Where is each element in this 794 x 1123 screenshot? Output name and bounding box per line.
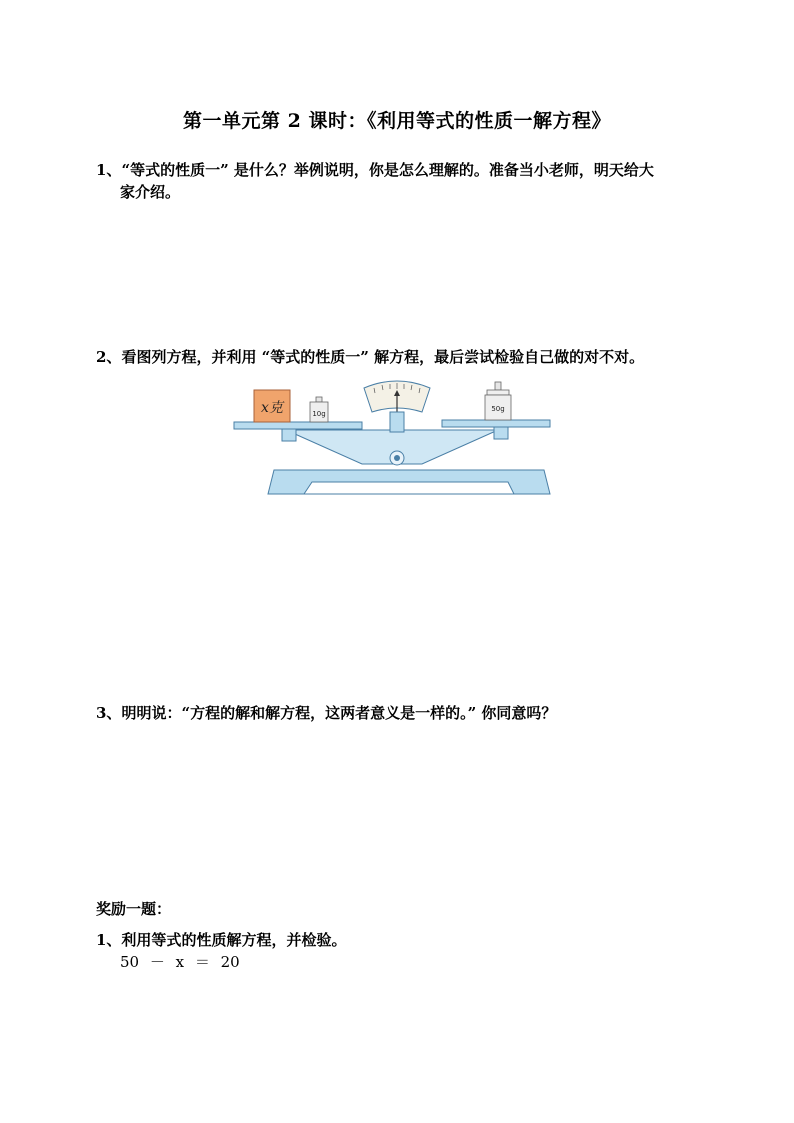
large-weight-knob <box>495 382 501 390</box>
scale-pivot-center <box>394 455 400 461</box>
unknown-weight-label: x克 <box>261 400 283 416</box>
question-1 <box>96 159 716 203</box>
question-1-text: “等式的性质一” 是什么？举例说明，你是怎么理解的。准备当小老师，明天给大 <box>121 161 654 179</box>
balance-scale-figure <box>232 376 552 502</box>
question-2 <box>96 346 736 368</box>
right-pan-post <box>494 427 508 439</box>
question-2-number: 2、 <box>96 348 122 366</box>
right-pan <box>442 420 550 427</box>
bonus-question: 1、利用等式的性质解方程，并检验。 <box>96 931 347 949</box>
dial-post <box>390 412 404 432</box>
question-2-text: 看图列方程，并利用 “等式的性质一” 解方程，最后尝试检验自己做的对不对。 <box>121 348 645 366</box>
large-weight-cap <box>487 390 509 395</box>
scale-base-gap <box>304 482 514 494</box>
question-3-text: 明明说：“方程的解和解方程，这两者意义是一样的。” 你同意吗？ <box>121 704 557 722</box>
left-pan <box>234 422 362 429</box>
question-1-line-2: 家介绍。 <box>120 183 181 201</box>
bonus-heading: 奖励一题： <box>96 900 172 918</box>
question-3-number: 3、 <box>96 704 122 722</box>
bonus-equation: 50 － x ＝ 20 <box>120 953 240 971</box>
left-pan-post <box>282 429 296 441</box>
question-1-line-1 <box>96 159 716 181</box>
page-title: 第一单元第 2 课时：《利用等式的性质一解方程》 <box>183 110 611 132</box>
small-weight-label: 10g <box>312 410 326 418</box>
small-weight-knob <box>316 397 322 402</box>
large-weight-label: 50g <box>491 405 505 413</box>
question-1-number: 1、 <box>96 161 122 179</box>
question-3 <box>96 702 736 724</box>
